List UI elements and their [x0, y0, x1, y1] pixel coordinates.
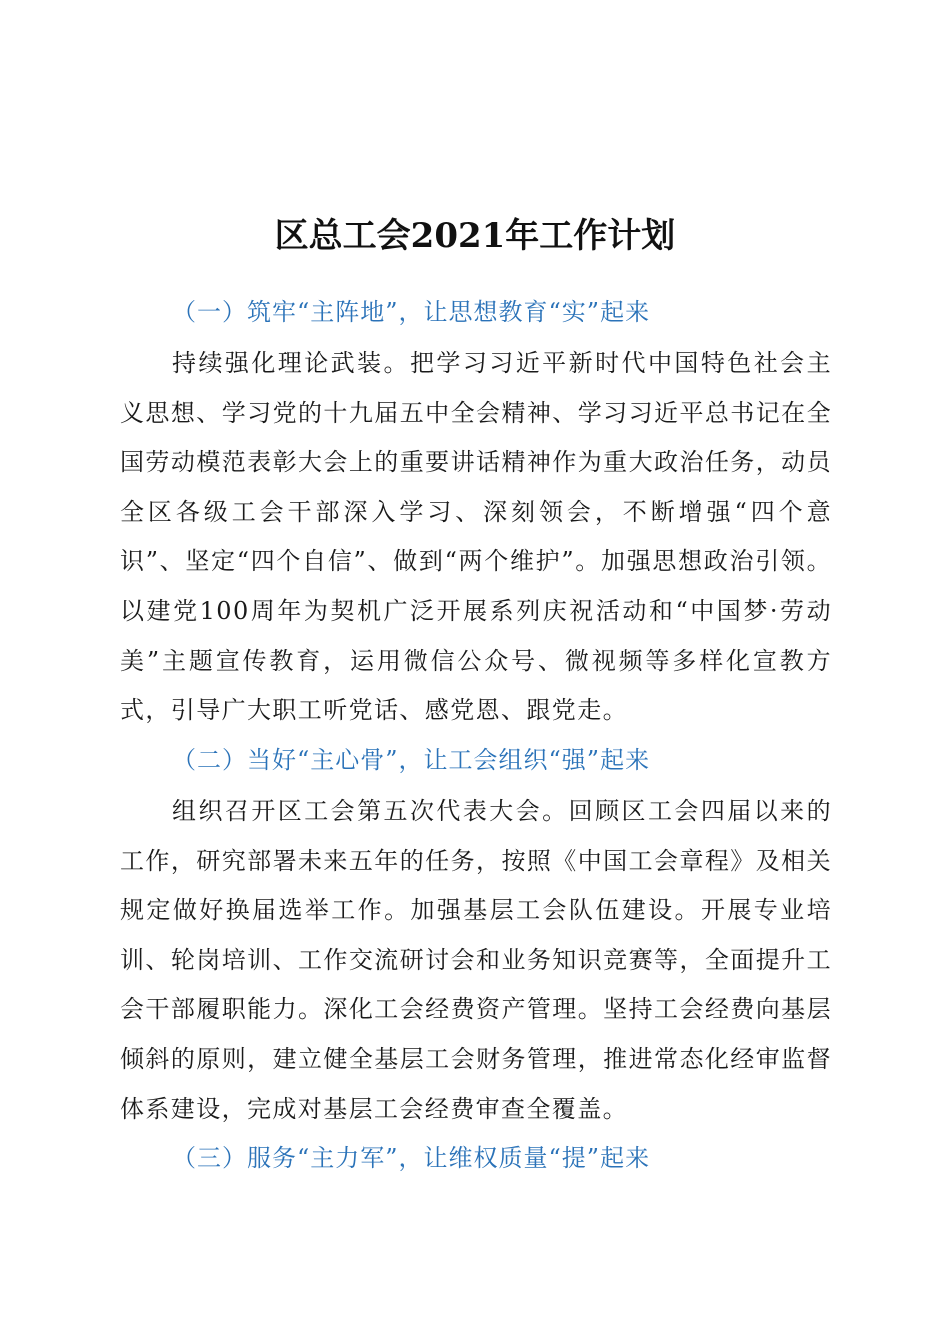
section-paragraph-1: 持续强化理论武装。把学习习近平新时代中国特色社会主义思想、学习党的十九届五中全会精神、学习习近平总书记在全国劳动模范表彰大会上的重要讲话精神作为重大政治任务，动员全区各级工会干部深入学习、深刻领会，不断增强“四个意识”、坚定“四个自信”、做到“两个维护”。加强思想政治引领。以建党100周年为契机广泛开展系列庆祝活动和“中国梦·劳动美”主题宣传教育，运用微信公众号、微视频等多样化宣教方式，引导广大职工听党话、感党恩、跟党走。 — [120, 349, 832, 725]
section-heading-3: （三）服务“主力军”，让维权质量“提”起来 — [172, 1144, 651, 1172]
section-paragraph-2: 组织召开区工会第五次代表大会。回顾区工会四届以来的工作，研究部署未来五年的任务，按照《中国工会章程》及相关规定做好换届选举工作。加强基层工会队伍建设。开展专业培训、轮岗培训、工作交流研讨会和业务知识竞赛等，全面提升工会干部履职能力。深化工会经费资产管理。坚持工会经费向基层倾斜的原则，建立健全基层工会财务管理，推进常态化经审监督体系建设，完成对基层工会经费审查全覆盖。 — [120, 797, 832, 1123]
section-heading-2: （二）当好“主心骨”，让工会组织“强”起来 — [172, 746, 651, 774]
section-heading-1: （一）筑牢“主阵地”，让思想教育“实”起来 — [172, 298, 651, 326]
document-title: 区总工会2021年工作计划 — [274, 216, 676, 256]
